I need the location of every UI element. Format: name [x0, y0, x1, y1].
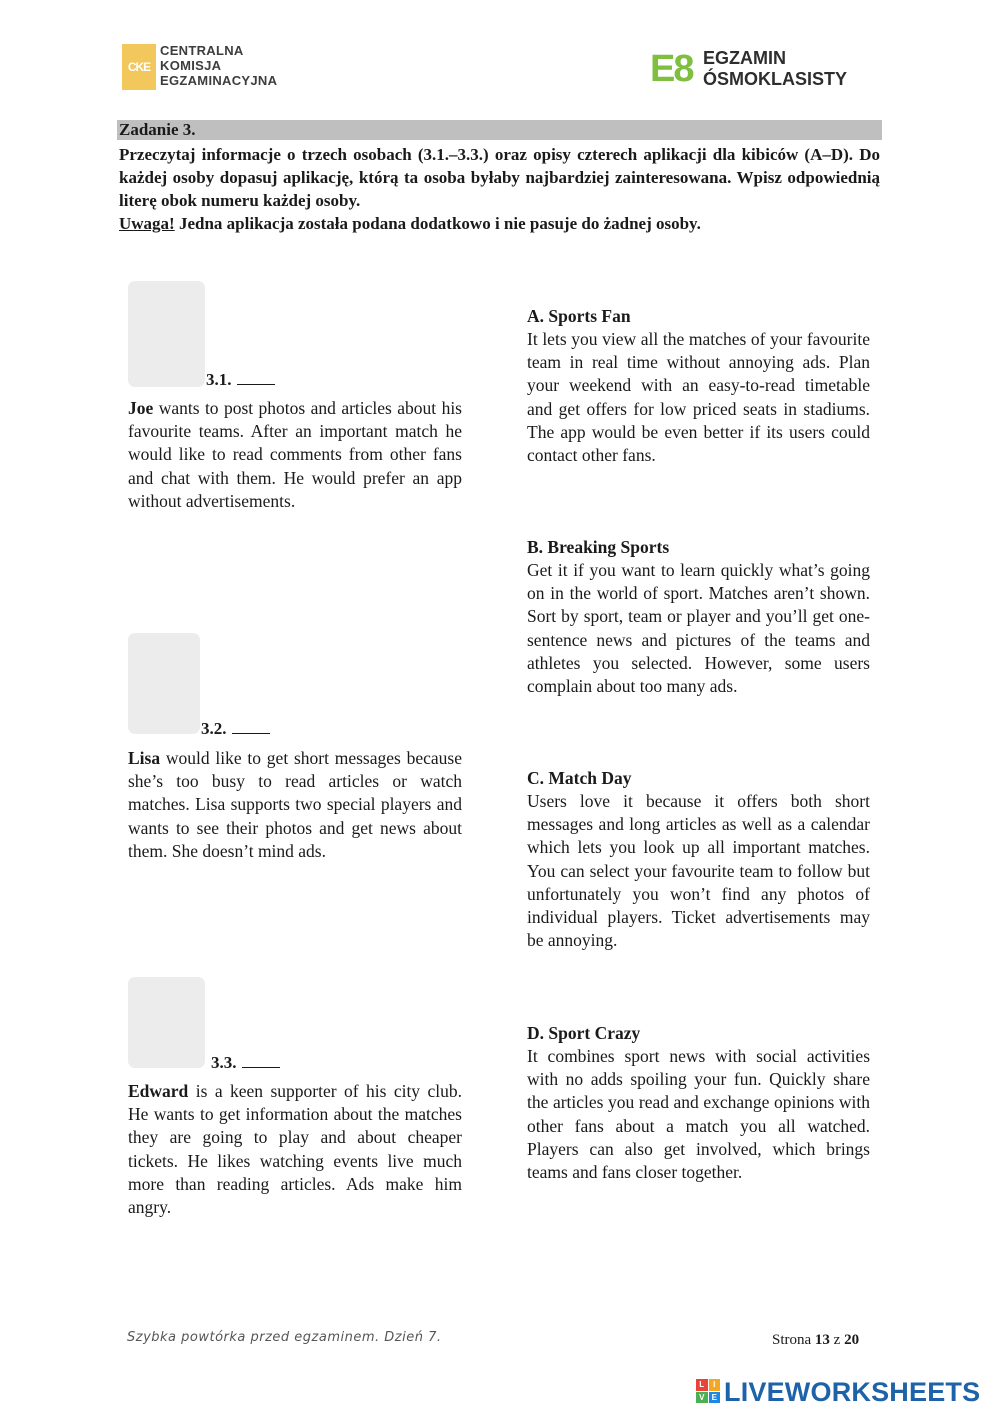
app-title: C. Match Day [527, 768, 632, 788]
cke-logo-text: CENTRALNA KOMISJA EGZAMINACYJNA [160, 43, 278, 88]
app-description: It combines sport news with social activities with no adds spoiling your fun. Quickly share the articles you read and exchange opinions with other fans about a match you all watched. Players can also get involved, which brings teams and fans closer together. [527, 1046, 870, 1183]
liveworksheets-brand[interactable] [696, 1377, 996, 1407]
page-number: Strona 13 z 20 [772, 1332, 860, 1348]
answer-blank-3-3[interactable] [242, 1053, 280, 1068]
cke-logo [122, 44, 322, 92]
answer-blank-3-1[interactable] [237, 370, 275, 385]
e8-logo-text: EGZAMIN ÓSMOKLASISTY [703, 48, 848, 89]
lw-icon-v: V [696, 1392, 708, 1404]
app-title: D. Sport Crazy [527, 1023, 641, 1043]
note-label: Uwaga! [119, 214, 175, 233]
app-description: It lets you view all the matches of your favourite team in real time without annoying ads. Plan your weekend with an easy-to-read timetable and get offers for low priced seats in stadiums. The app would be even better if its users could contact other fans. [527, 329, 870, 466]
person-desc-edward [128, 1080, 462, 1219]
person-text: is a keen supporter of his city club. He wants to get information about the matches they are going to play and about cheaper tickets. He likes watching events live much more than reading articles. Ads make him angry. [128, 1081, 462, 1218]
task-title: Zadanie 3. [119, 120, 196, 139]
answer-blank-3-2[interactable] [232, 719, 270, 734]
app-a [527, 305, 870, 467]
e8-logo [650, 48, 880, 92]
footer-note: Szybka powtórka przed egzaminem. Dzień 7. [127, 1330, 442, 1345]
app-b [527, 536, 870, 698]
app-description: Users love it because it offers both short messages and long articles as well as a calendar which lets you look up all important matches. You can select your favourite team to follow but unfortunately you won’t find any photos of individual players. Ticket advertisements may be annoying. [527, 791, 870, 951]
person-photo-lisa [128, 633, 200, 734]
cke-logo-mark: CKE [122, 44, 156, 90]
question-3-2: 3.2. [201, 719, 270, 739]
task-instructions [119, 143, 880, 235]
instruction-text: Przeczytaj informacje o trzech osobach (3.1.–3.3.) oraz opisy czterech aplikacji dla kibiców (A–D). Do każdej osoby dopasuj aplikację, którą ta osoba byłaby najbardziej zainteresowana. Wpisz odpowiednią literę obok numeru każdej osoby. [119, 145, 880, 210]
lw-icon-l: L [696, 1379, 708, 1391]
app-c [527, 767, 870, 952]
person-desc-joe [128, 397, 462, 513]
person-name: Joe [128, 398, 154, 418]
liveworksheets-text: LIVEWORKSHEETS [724, 1377, 981, 1407]
person-text: would like to get short messages because she’s too busy to read articles or watch matches. Lisa supports two special players and wants to see their photos and get news about them. She doesn’t mind ads. [128, 748, 462, 861]
app-title: A. Sports Fan [527, 306, 631, 326]
app-d [527, 1022, 870, 1184]
lw-icon-i: I [709, 1379, 721, 1391]
person-photo-joe [128, 281, 205, 387]
app-description: Get it if you want to learn quickly what’s going on in the world of sport. Matches aren’t shown. Sort by sport, team or player and you’ll get one-sentence news and pictures of the teams and athletes you selected. However, some users complain about too many ads. [527, 560, 870, 697]
note-text: Jedna aplikacja została podana dodatkowo i nie pasuje do żadnej osoby. [174, 214, 701, 233]
person-name: Lisa [128, 748, 161, 768]
question-3-3: 3.3. [211, 1053, 280, 1073]
question-3-1: 3.1. [206, 370, 275, 390]
liveworksheets-icon [696, 1379, 720, 1403]
person-text: wants to post photos and articles about his favourite teams. After an important match he would like to read comments from other fans and chat with them. He would prefer an app without advertisements. [128, 398, 462, 511]
person-photo-edward [128, 977, 205, 1068]
lw-icon-e: E [709, 1392, 721, 1404]
app-title: B. Breaking Sports [527, 537, 670, 557]
person-name: Edward [128, 1081, 189, 1101]
instruction-note [119, 212, 880, 235]
task-title-bar [117, 120, 882, 140]
person-desc-lisa [128, 747, 462, 863]
e8-logo-mark: E8 [650, 48, 693, 90]
